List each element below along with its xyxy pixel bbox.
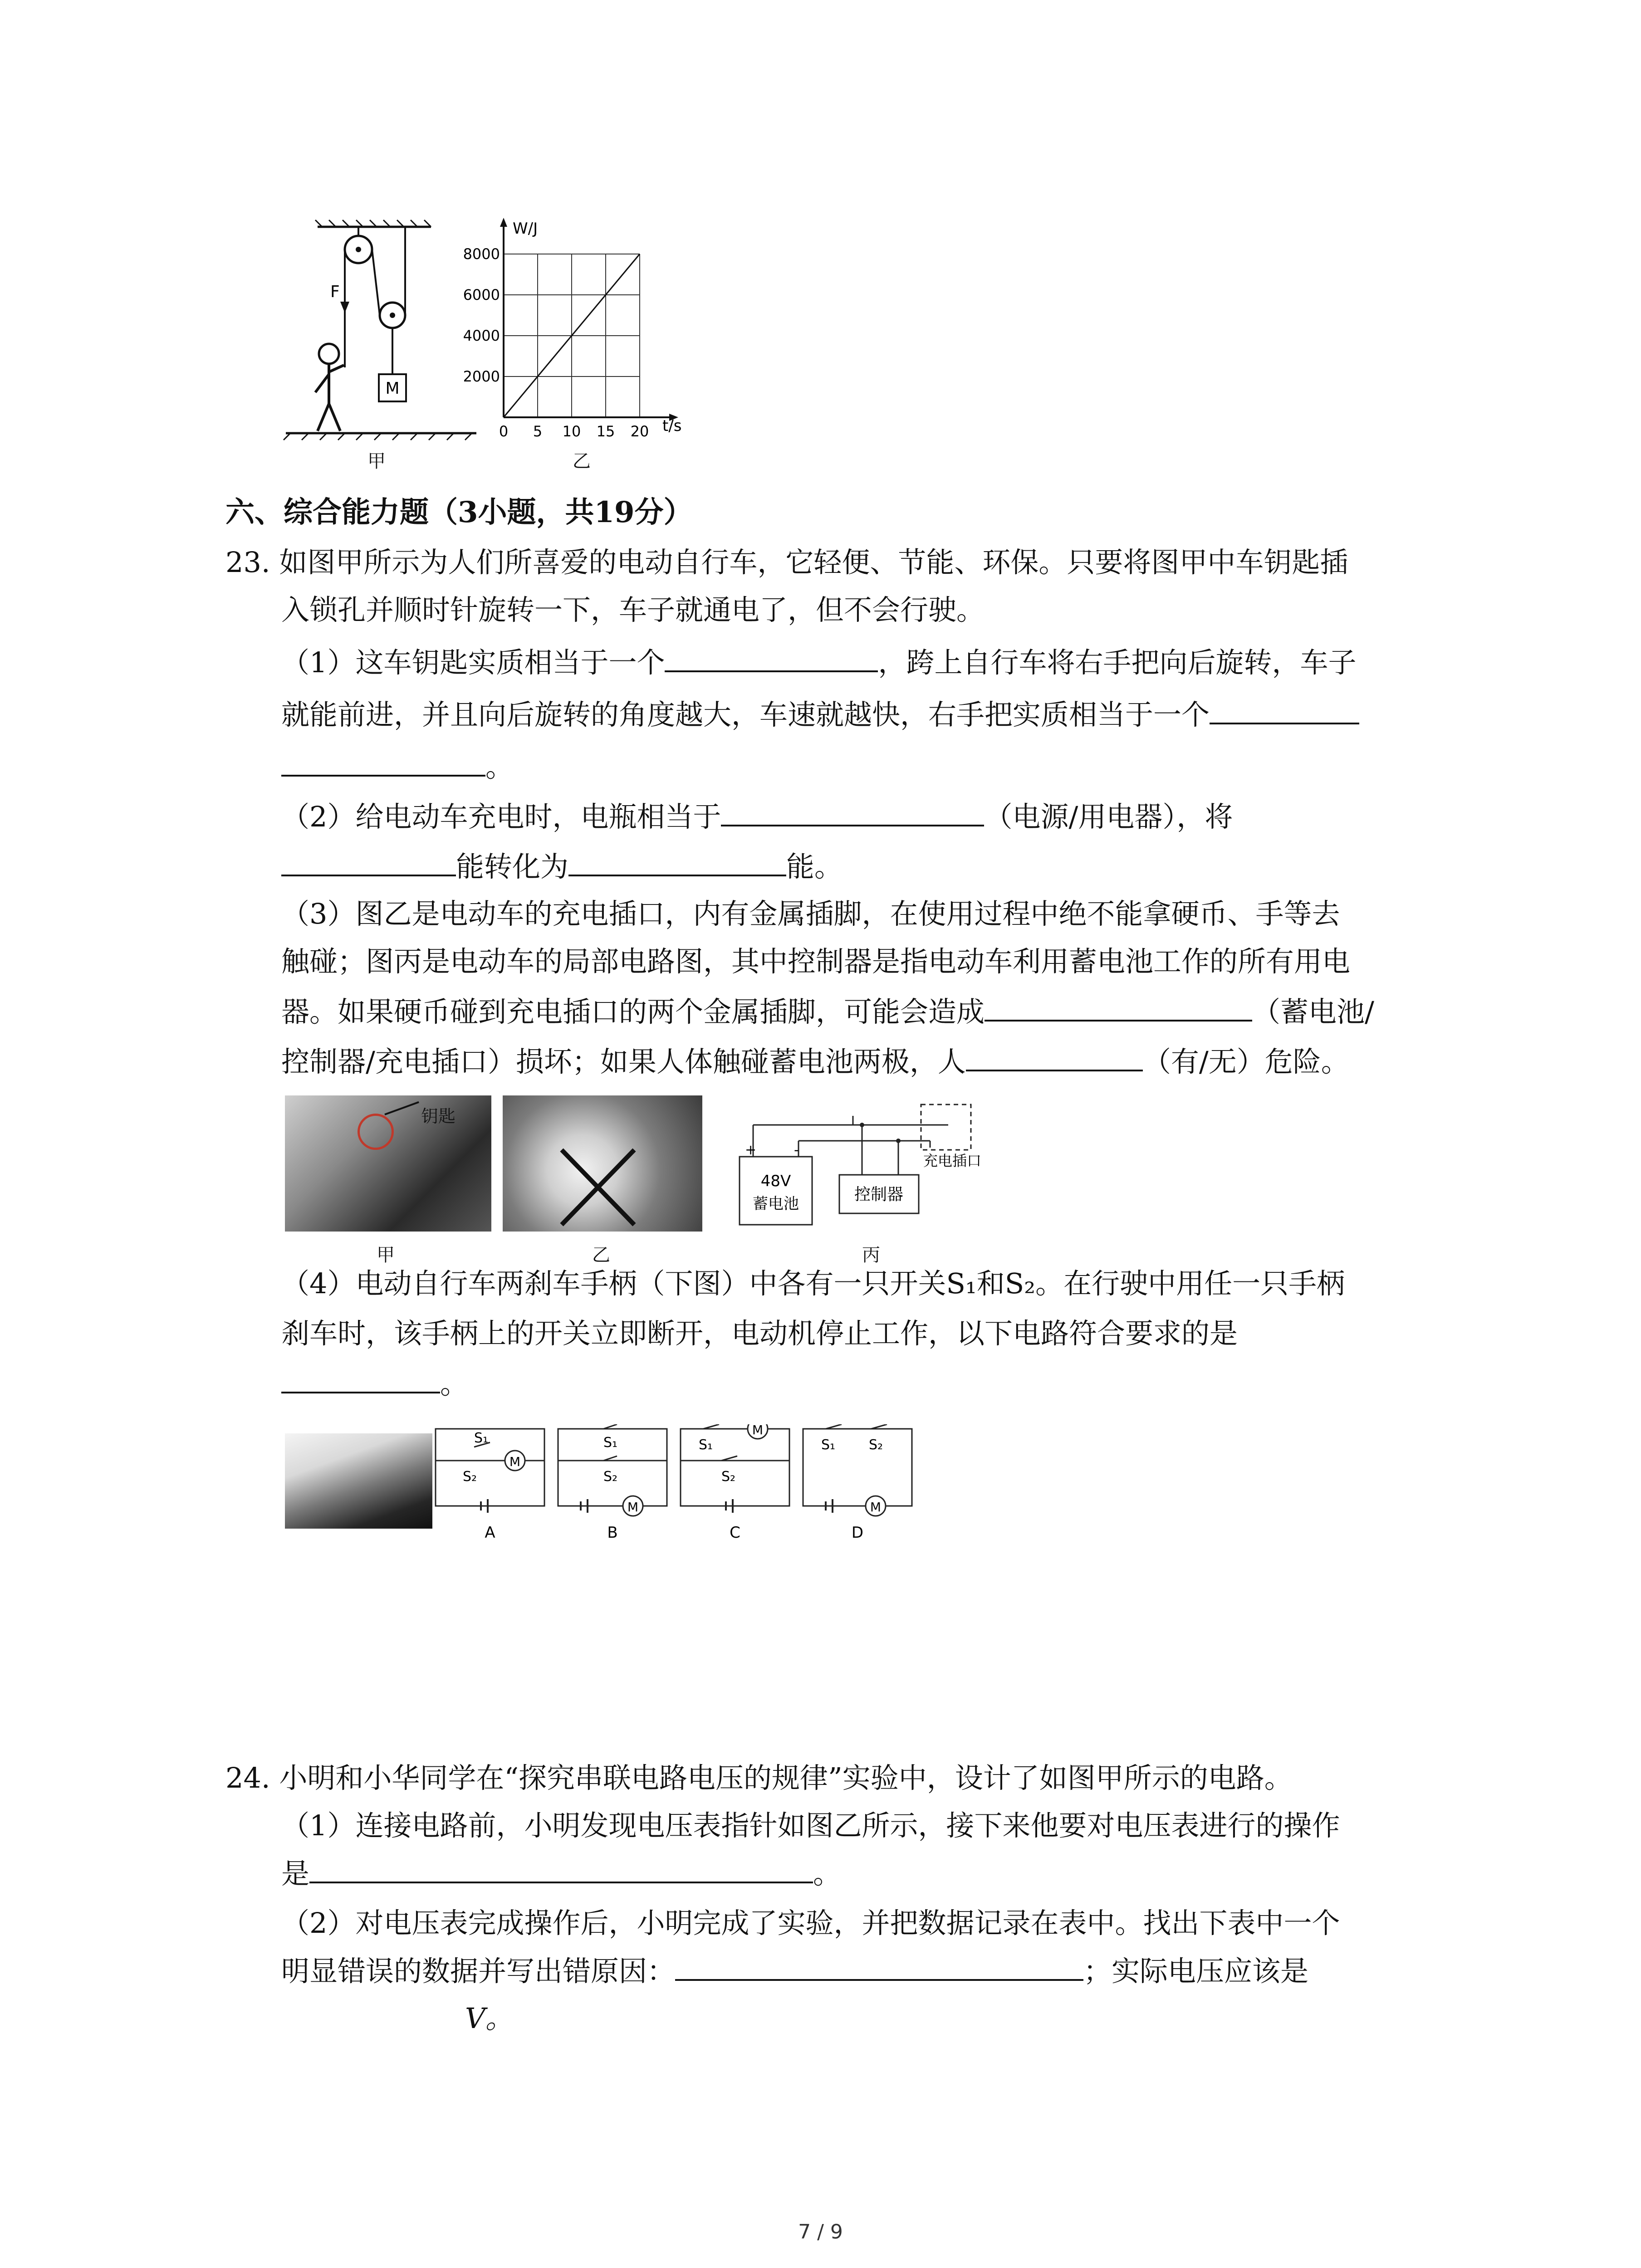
ebike-circuit-diagram (735, 1098, 1016, 1234)
switch-s1-label: S₁ (821, 1437, 836, 1453)
switch-s2-label: S₂ (869, 1437, 883, 1453)
battery-minus-label: - (794, 1142, 799, 1158)
key-highlight-circle (358, 1114, 394, 1150)
q23-p2-text-a: （2）给电动车充电时，电瓶相当于 (281, 800, 721, 833)
q23-p1-text-c: 就能前进，并且向后旋转的角度越大，车速就越快，右手把实质相当于一个 (281, 698, 1210, 731)
ebike-photo (285, 1095, 491, 1232)
x-tick-label: 0 (499, 423, 509, 440)
motor-label: M (627, 1500, 639, 1515)
battery-voltage: 48V (760, 1172, 791, 1190)
q24-p2-text-a: 明显错误的数据并写出错原因： (281, 1955, 676, 1988)
battery-name: 蓄电池 (753, 1195, 799, 1213)
answer-blank-battery-role[interactable] (721, 798, 984, 826)
brake-handle-photo (285, 1433, 432, 1529)
y-tick-label: 2000 (463, 368, 500, 385)
forbidden-cross-icon (503, 1095, 702, 1232)
x-tick-label: 10 (562, 423, 581, 440)
graph-caption: 乙 (573, 451, 591, 472)
switch-s2-label: S₂ (463, 1469, 477, 1485)
answer-blank-circuit-choice[interactable] (281, 1365, 440, 1393)
answer-blank-voltmeter-operation[interactable] (309, 1855, 813, 1883)
option-d-label: D (851, 1524, 864, 1542)
figure-bing-caption: 丙 (862, 1245, 880, 1266)
x-tick-label: 15 (596, 423, 615, 440)
answer-blank-energy-from[interactable] (281, 848, 456, 876)
q24-number: 24. (225, 1761, 270, 1794)
switch-s1-label: S₁ (603, 1435, 618, 1451)
q23-p2-text-b: （电源/用电器），将 (984, 800, 1233, 833)
circuit-option-b (554, 1424, 671, 1542)
x-tick-label: 5 (533, 423, 543, 440)
q23-p1-end: 。 (485, 750, 514, 783)
q23-p1-text-a: （1）这车钥匙实质相当于一个 (281, 646, 665, 679)
y-tick-label: 6000 (463, 286, 500, 303)
switch-s1-label: S₁ (699, 1437, 713, 1453)
q23-stem-2: 入锁孔并顺时针旋转一下，车子就通电了，但不会行驶。 (281, 593, 985, 626)
q23-p3-text-d: （有/无）危险。 (1142, 1045, 1349, 1078)
pulley-caption: 甲 (367, 451, 386, 472)
q23-p2-text-d: 能。 (786, 850, 843, 883)
q23-p1-text-b: ，跨上自行车将右手把向后旋转，车子 (878, 646, 1357, 679)
charge-port-label: 充电插口 (923, 1152, 982, 1169)
work-time-graph (445, 213, 699, 449)
force-label: F (330, 283, 340, 301)
q24-p2-line1: （2）对电压表完成操作后，小明完成了实验，并把数据记录在表中。找出下表中一个 (281, 1906, 1340, 1940)
q23-p3-text-c: 控制器/充电插口）损坏；如果人体触碰蓄电池两极，人 (281, 1045, 966, 1078)
switch-s2-label: S₂ (721, 1469, 736, 1485)
key-label: 钥匙 (421, 1106, 456, 1126)
q23-part4-line3 (281, 1365, 468, 1402)
battery-plus-label: + (745, 1142, 757, 1158)
option-a-label: A (485, 1524, 495, 1542)
y-tick-label: 8000 (463, 245, 500, 263)
q24-p1-line1: （1）连接电路前，小明发现电压表指针如图乙所示，接下来他要对电压表进行的操作 (281, 1809, 1340, 1842)
q23-p4-line2: 刹车时，该手柄上的开关立即断开，电动机停止工作，以下电路符合要求的是 (281, 1317, 1238, 1350)
q23-p2-text-c: 能转化为 (456, 850, 569, 883)
answer-blank-danger[interactable] (966, 1043, 1143, 1071)
option-c-label: C (730, 1524, 740, 1542)
q23-p4-line1: （4）电动自行车两刹车手柄（下图）中各有一只开关S₁和S₂。在行驶中用任一只手柄 (281, 1267, 1345, 1300)
q23-p3-line2: 触碰；图丙是电动车的局部电路图，其中控制器是指电动车利用蓄电池工作的所有用电 (281, 945, 1351, 978)
x-tick-label: 20 (630, 423, 649, 440)
q23-stem-line1 (225, 544, 1348, 581)
q24-p1-end: 。 (813, 1857, 842, 1890)
y-axis-label: W/J (513, 220, 538, 238)
q23-part3-line4 (281, 1043, 1349, 1080)
q23-part1-line3 (281, 748, 514, 785)
q23-part1-line2 (281, 696, 1359, 733)
q24-part1-line2 (281, 1855, 841, 1892)
answer-blank-energy-to[interactable] (568, 848, 786, 876)
q23-part2-line2 (281, 848, 843, 885)
section-heading: 六、综合能力题（3小题，共19分） (225, 495, 693, 529)
answer-blank-key[interactable] (665, 644, 878, 672)
answer-blank-handle-2[interactable] (281, 748, 485, 777)
figure-yi-caption: 乙 (592, 1245, 610, 1266)
figure-jia-caption: 甲 (377, 1245, 395, 1266)
answer-blank-damage[interactable] (985, 993, 1252, 1022)
q23-p3-text-b: （蓄电池/ (1252, 995, 1374, 1028)
motor-label: M (870, 1500, 882, 1515)
q24-p1-text-a: 是 (281, 1857, 310, 1890)
charging-port-photo (503, 1095, 702, 1232)
circuit-option-c (676, 1424, 794, 1542)
q24-p2-text-b: ；实际电压应该是 (1083, 1955, 1309, 1988)
circuit-option-a (431, 1424, 549, 1542)
mass-label: M (385, 379, 400, 398)
q23-p3-text-a: 器。如果硬币碰到充电插口的两个金属插脚，可能会造成 (281, 995, 985, 1028)
answer-blank-error-reason[interactable] (675, 1953, 1083, 1981)
motor-label: M (752, 1424, 764, 1437)
answer-blank-handle-1[interactable] (1210, 696, 1359, 724)
q24-stem: 小明和小华同学在“探究串联电路电压的规律”实验中，设计了如图甲所示的电路。 (279, 1761, 1293, 1794)
switch-s1-label: S₁ (474, 1430, 489, 1446)
q23-p4-end: 。 (440, 1367, 469, 1400)
q23-part2-line1 (281, 798, 1233, 835)
switch-s2-label: S₂ (603, 1469, 618, 1485)
y-tick-label: 4000 (463, 327, 500, 344)
q23-stem-1: 如图甲所示为人们所喜爱的电动自行车，它轻便、节能、环保。只要将图甲中车钥匙插 (279, 546, 1348, 579)
q23-number: 23. (225, 546, 270, 579)
q23-part1-line1 (281, 644, 1356, 681)
q23-p3-line1: （3）图乙是电动车的充电插口，内有金属插脚，在使用过程中绝不能拿硬币、手等去 (281, 897, 1340, 930)
circuit-option-d (798, 1424, 916, 1542)
motor-label: M (509, 1454, 521, 1469)
q24-stem-line (225, 1760, 1293, 1796)
q24-part2-line2 (281, 1953, 1308, 1989)
q23-part3-line3 (281, 993, 1374, 1030)
q24-p2-line3: V。 (465, 2002, 514, 2035)
page-number: 7 / 9 (798, 2220, 843, 2244)
x-axis-label: t/s (662, 417, 682, 435)
option-b-label: B (607, 1524, 618, 1542)
controller-label: 控制器 (854, 1185, 904, 1204)
